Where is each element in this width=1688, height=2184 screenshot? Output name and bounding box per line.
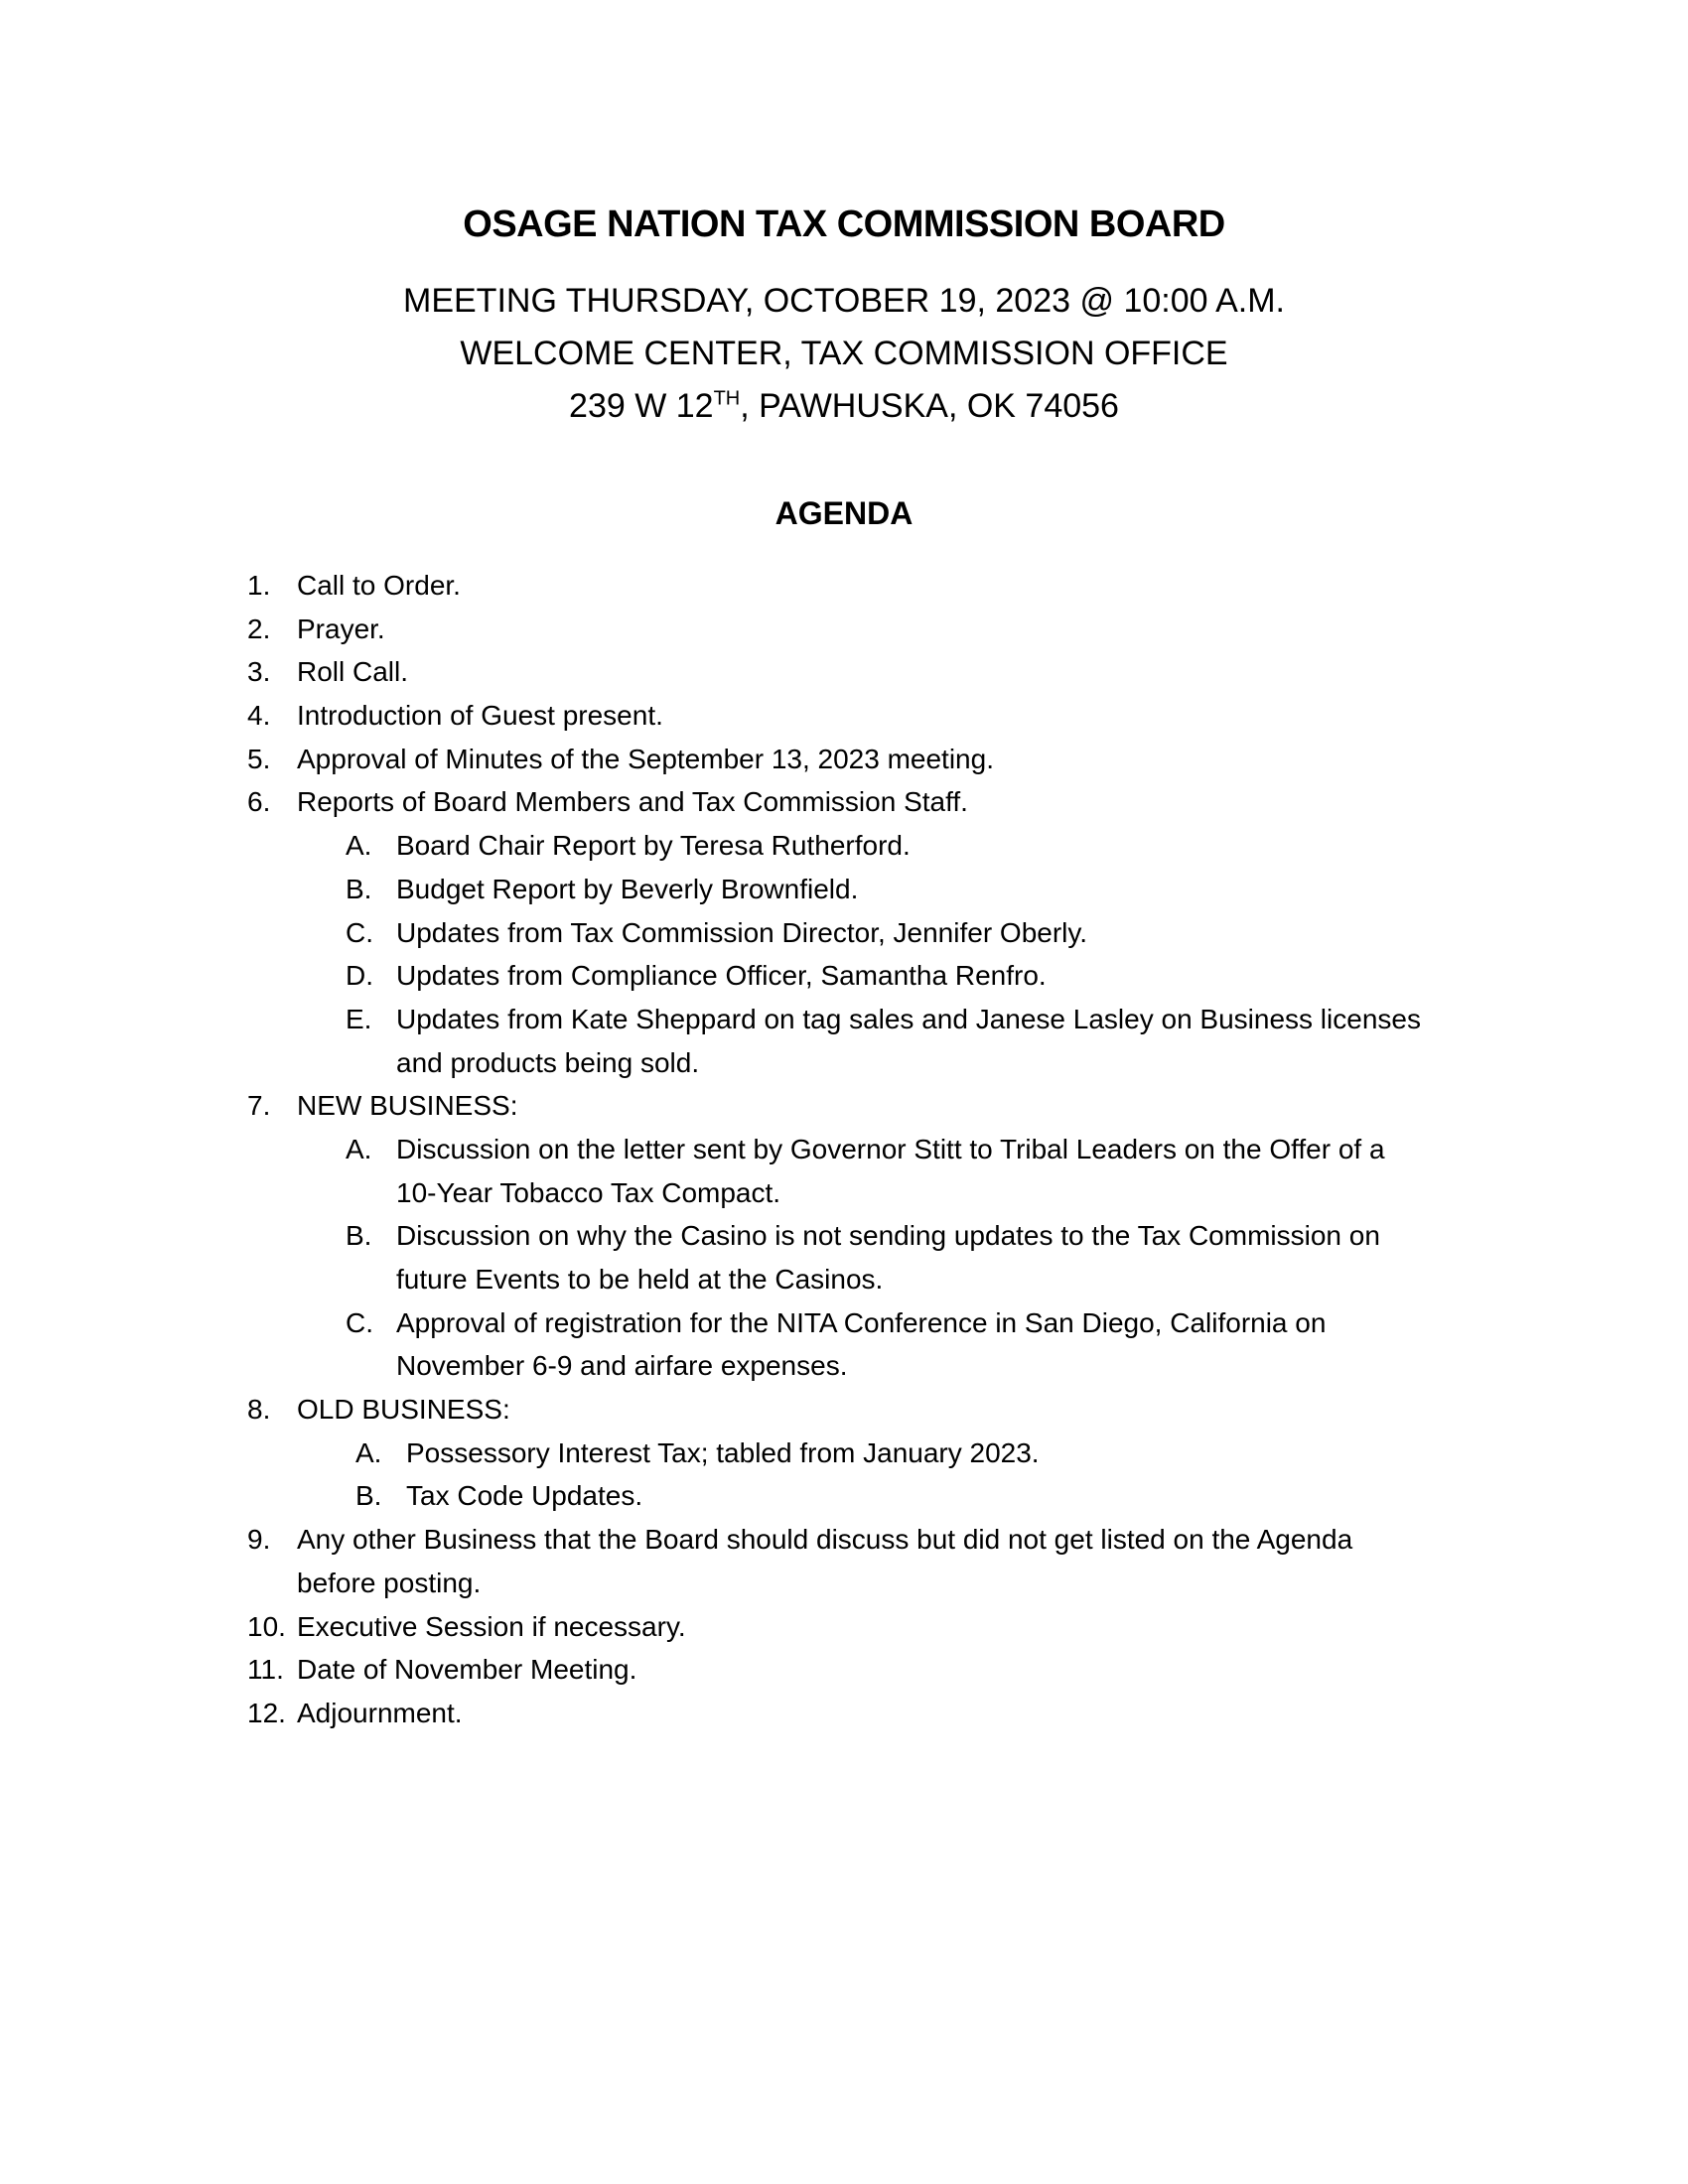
agenda-item — [0, 1084, 1688, 1128]
agenda-subitem-text: Board Chair Report by Teresa Rutherford. — [396, 830, 911, 862]
agenda-subitem-letter: D. — [346, 960, 373, 992]
agenda-item — [0, 738, 1688, 781]
agenda-subitem-continuation — [0, 1171, 1688, 1215]
agenda-subitem — [0, 868, 1688, 911]
agenda-heading: AGENDA — [774, 495, 914, 531]
agenda-item-number: 3. — [247, 656, 271, 688]
agenda-subitem-text: future Events to be held at the Casinos. — [396, 1264, 884, 1295]
agenda-item-text: Executive Session if necessary. — [297, 1610, 686, 1642]
agenda-subitem-text: 10-Year Tobacco Tax Compact. — [396, 1176, 781, 1208]
agenda-subitem-text: Discussion on the letter sent by Governor Stitt to Tribal Leaders on the Offer of a — [396, 1133, 1385, 1164]
agenda-item-number: 1. — [247, 570, 271, 601]
document-title: OSAGE NATION TAX COMMISSION BOARD — [463, 204, 1225, 245]
agenda-subitem-letter: B. — [346, 873, 372, 904]
agenda-subitem-letter: B. — [346, 1220, 372, 1252]
agenda-subitem-continuation — [0, 1258, 1688, 1301]
agenda-item-number: 11. — [247, 1654, 284, 1686]
address-city-state-zip: , PAWHUSKA, OK 74056 — [740, 387, 1119, 425]
agenda-item-number: 6. — [247, 786, 271, 818]
agenda-item-number: 7. — [247, 1090, 271, 1122]
agenda-subitem-text: Possessory Interest Tax; tabled from January 2023. — [406, 1436, 1040, 1468]
agenda-subitem-letter: C. — [346, 916, 373, 948]
agenda-item-number: 8. — [247, 1394, 271, 1426]
agenda-subitem — [0, 1128, 1688, 1171]
agenda-subitem-text: Tax Code Updates. — [406, 1480, 643, 1512]
address-street: 239 W 12 — [569, 387, 714, 425]
meeting-datetime: MEETING THURSDAY, OCTOBER 19, 2023 @ 10:00 A.M. — [403, 282, 1285, 320]
agenda-item-number: 2. — [247, 613, 271, 644]
agenda-subitem — [0, 1474, 1688, 1518]
agenda-subitem — [0, 998, 1688, 1041]
agenda-item-text: Introduction of Guest present. — [297, 700, 663, 732]
agenda-item — [0, 780, 1688, 824]
agenda-item — [0, 608, 1688, 651]
agenda-subitem-letter: E. — [346, 1003, 372, 1034]
agenda-item — [0, 694, 1688, 738]
agenda-item-text: NEW BUSINESS: — [297, 1090, 518, 1122]
agenda-item-number: 5. — [247, 743, 271, 774]
agenda-subitem — [0, 911, 1688, 955]
agenda-item-number: 12. — [247, 1697, 286, 1728]
agenda-item-number: 4. — [247, 700, 271, 732]
agenda-item-text: Adjournment. — [297, 1697, 463, 1728]
agenda-subitem-text: Updates from Tax Commission Director, Jennifer Oberly. — [396, 916, 1088, 948]
agenda-item-text: before posting. — [297, 1567, 482, 1598]
agenda-item — [0, 650, 1688, 694]
agenda-item — [0, 1648, 1688, 1692]
agenda-subitem-text: Budget Report by Beverly Brownfield. — [396, 873, 859, 904]
agenda-item — [0, 1518, 1688, 1562]
agenda-subitem-letter: A. — [346, 1133, 372, 1164]
address-ordinal-suffix: TH — [713, 387, 741, 410]
agenda-subitem — [0, 954, 1688, 998]
agenda-item-number: 10. — [247, 1610, 286, 1642]
agenda-item-text: Prayer. — [297, 613, 385, 644]
agenda-item-number: 9. — [247, 1524, 271, 1556]
agenda-item-text: OLD BUSINESS: — [297, 1394, 510, 1426]
agenda-subitem-text: and products being sold. — [396, 1046, 700, 1078]
agenda-subitem — [0, 824, 1688, 868]
agenda-subitem-continuation — [0, 1344, 1688, 1388]
meeting-location: WELCOME CENTER, TAX COMMISSION OFFICE — [460, 335, 1228, 372]
agenda-item-text: Approval of Minutes of the September 13, 2023 meeting. — [297, 743, 994, 774]
agenda-item-text: Call to Order. — [297, 570, 461, 601]
agenda-item — [0, 1605, 1688, 1649]
agenda-subitem-text: Approval of registration for the NITA Conference in San Diego, California on — [396, 1306, 1327, 1338]
agenda-list — [0, 564, 1688, 1735]
agenda-subitem — [0, 1301, 1688, 1345]
agenda-subitem — [0, 1214, 1688, 1258]
agenda-item — [0, 1388, 1688, 1432]
agenda-item-text: Roll Call. — [297, 656, 409, 688]
agenda-subitem-text: Updates from Kate Sheppard on tag sales and Janese Lasley on Business licenses — [396, 1003, 1421, 1034]
agenda-subitem-letter: B. — [355, 1480, 382, 1512]
meeting-address — [0, 386, 1688, 426]
agenda-subitem-text: Updates from Compliance Officer, Samantha Renfro. — [396, 960, 1047, 992]
agenda-subitem-letter: A. — [355, 1436, 382, 1468]
agenda-subitem-continuation — [0, 1041, 1688, 1085]
agenda-item — [0, 564, 1688, 608]
agenda-subitem-text: Discussion on why the Casino is not sending updates to the Tax Commission on — [396, 1220, 1380, 1252]
agenda-subitem-letter: A. — [346, 830, 372, 862]
agenda-subitem-text: November 6-9 and airfare expenses. — [396, 1350, 848, 1382]
agenda-item-text: Date of November Meeting. — [297, 1654, 637, 1686]
agenda-item — [0, 1692, 1688, 1735]
agenda-item-continuation — [0, 1562, 1688, 1605]
agenda-item-text: Any other Business that the Board should discuss but did not get listed on the Agenda — [297, 1524, 1353, 1556]
agenda-subitem — [0, 1432, 1688, 1475]
agenda-subitem-letter: C. — [346, 1306, 373, 1338]
agenda-item-text: Reports of Board Members and Tax Commission Staff. — [297, 786, 968, 818]
